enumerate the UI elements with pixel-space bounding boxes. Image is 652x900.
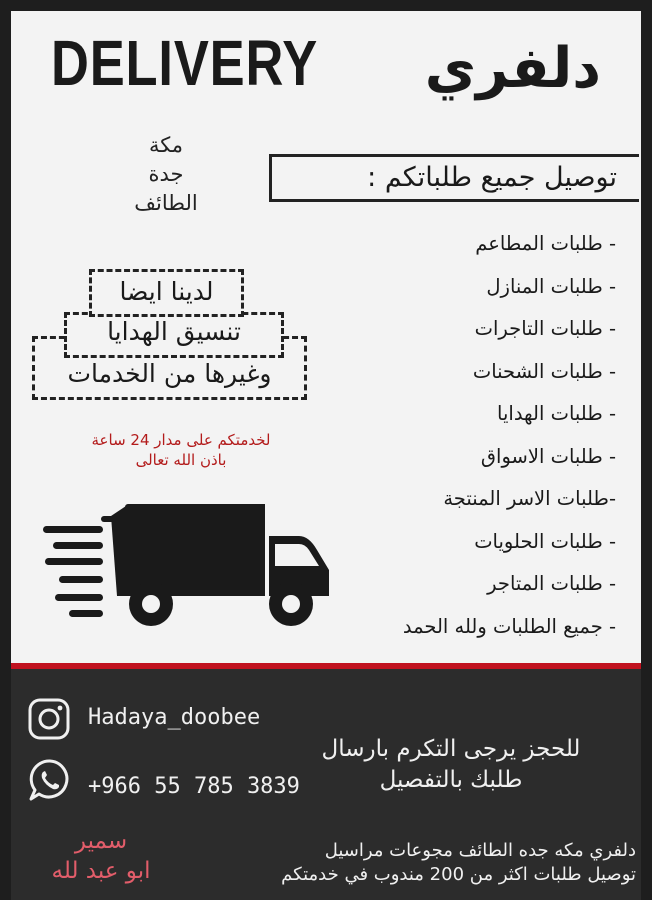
bottom-description (191, 839, 636, 887)
service-item: - طلبات المطاعم (475, 232, 616, 255)
title-arabic: دلفري (424, 36, 601, 101)
service-item: -طلبات الاسر المنتجة (443, 487, 616, 510)
delivery-truck-icon (29, 486, 329, 636)
availability-line: لخدمتكم على مدار 24 ساعة (91, 431, 271, 449)
city-name: الطائف (134, 191, 198, 215)
booking-line: طلبك بالتفصيل (379, 767, 523, 793)
city-list (106, 131, 226, 218)
service-item: - طلبات الشحنات (472, 359, 616, 383)
service-item: - طلبات الاسواق (480, 444, 616, 468)
whatsapp-number[interactable]: +966 55 785 3839 (88, 774, 300, 799)
service-list (403, 223, 616, 648)
instagram-handle[interactable]: Hadaya_doobee (88, 705, 261, 730)
service-item: - جميع الطلبات ولله الحمد (402, 614, 616, 638)
owner-name-line: ابو عبد لله (51, 858, 151, 884)
instagram-icon (27, 697, 71, 741)
extra-services-line: لدينا ايضا (119, 277, 214, 306)
services-banner: توصيل جميع طلباتكم : (269, 154, 639, 202)
availability-note (51, 430, 311, 470)
service-item: - طلبات الهدايا (497, 402, 616, 425)
owner-name-line: سمير (74, 828, 128, 854)
service-item: - طلبات المتاجر (487, 572, 616, 595)
booking-instructions (291, 734, 611, 796)
delivery-poster (11, 11, 641, 900)
extra-services-line: تنسيق الهدايا (107, 317, 241, 346)
owner-name (31, 826, 171, 886)
bottom-line: دلفري مكه جده الطائف مجوعات مراسيل (324, 840, 636, 861)
service-item: - طلبات التاجرات (474, 317, 616, 340)
city-name: مكة (148, 133, 184, 157)
booking-line: للحجز يرجى التكرم بارسال (321, 736, 581, 762)
service-item: - طلبات المنازل (486, 274, 616, 298)
availability-line: باذن الله تعالى (135, 451, 227, 469)
whatsapp-icon (27, 757, 73, 803)
title-english: DELIVERY (51, 27, 319, 99)
city-name: جدة (148, 162, 184, 186)
extra-services-line: وغيرها من الخدمات (67, 359, 272, 388)
bottom-line: توصيل طلبات اكثر من 200 مندوب في خدمتكم (281, 864, 636, 885)
service-item: - طلبات الحلويات (474, 529, 616, 553)
